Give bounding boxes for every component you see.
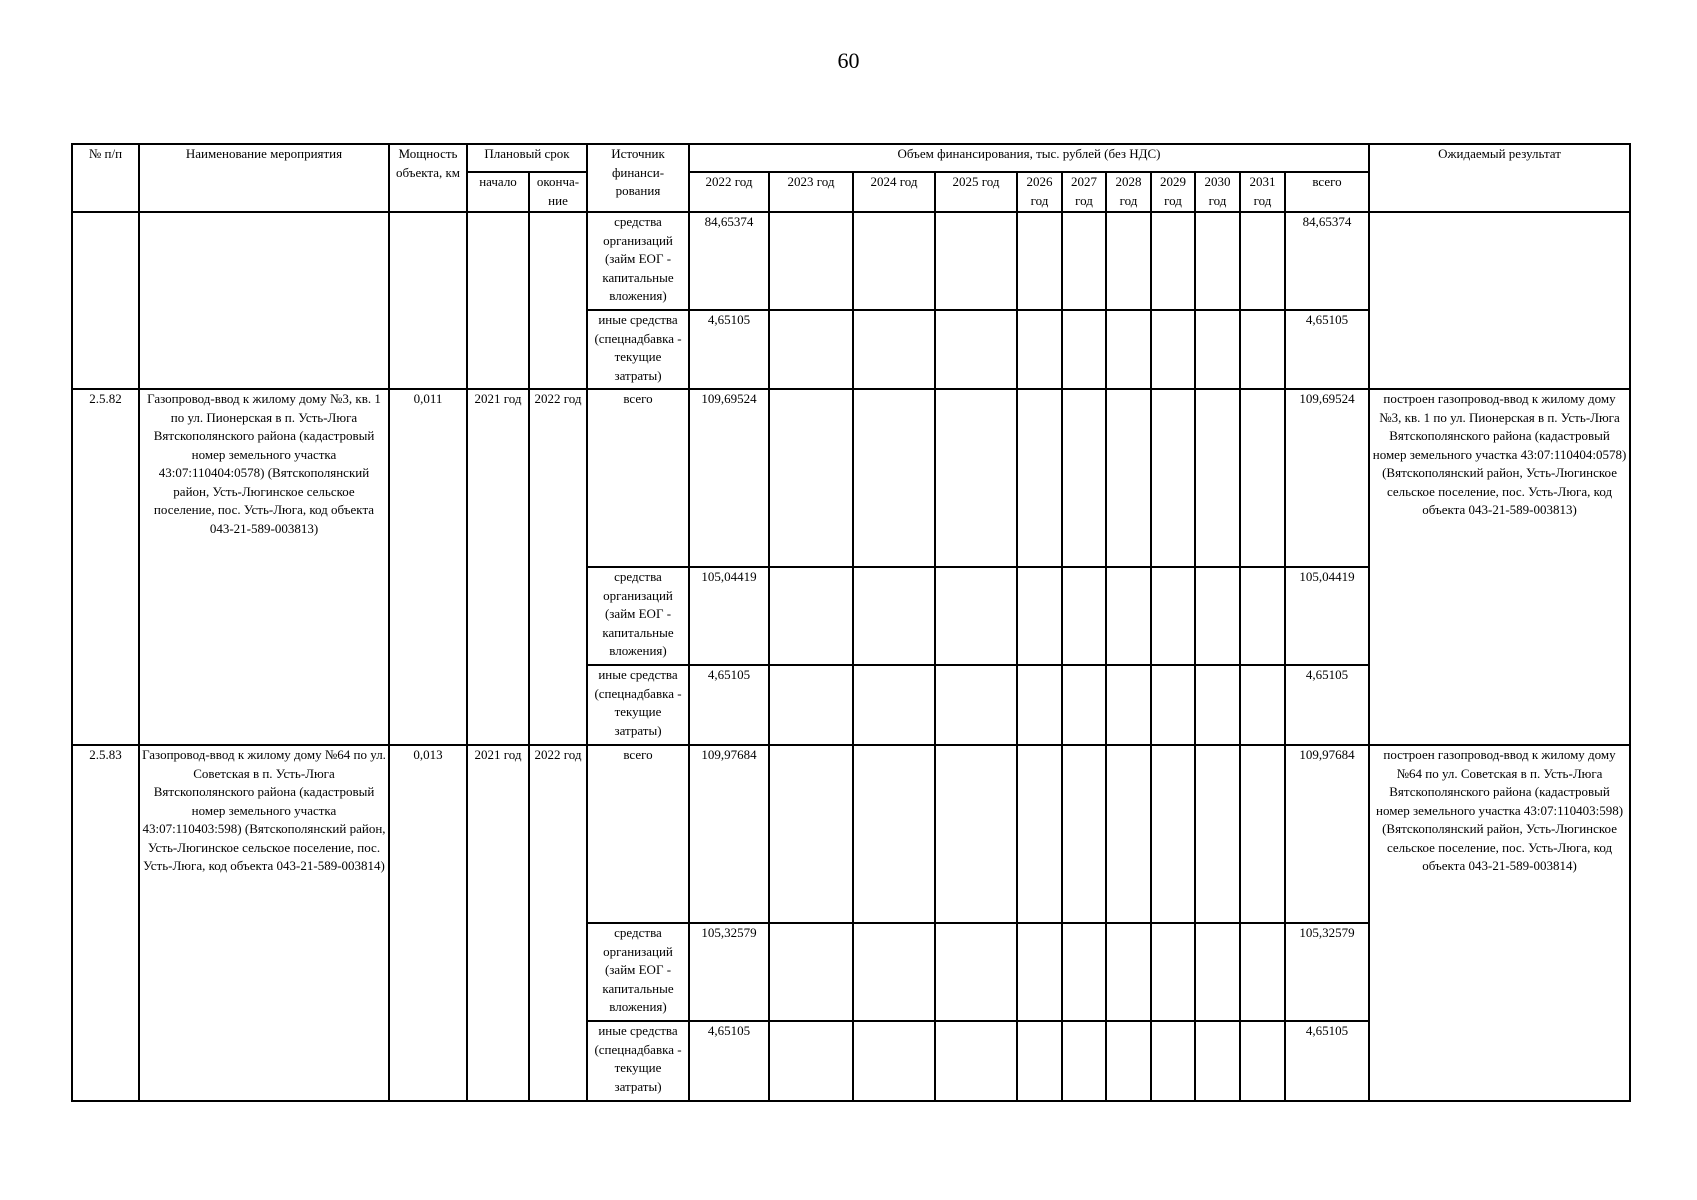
empty-value-cell bbox=[1017, 389, 1062, 567]
header-year: 2030 год bbox=[1195, 172, 1240, 212]
value-total: 105,32579 bbox=[1285, 923, 1369, 1021]
empty-value-cell bbox=[1062, 310, 1106, 389]
header-year: 2024 год bbox=[853, 172, 935, 212]
item-capacity: 0,013 bbox=[389, 745, 467, 1101]
empty-value-cell bbox=[1106, 745, 1151, 923]
empty-value-cell bbox=[853, 212, 935, 310]
empty-value-cell bbox=[1017, 212, 1062, 310]
empty-value-cell bbox=[769, 212, 853, 310]
value-2022: 4,65105 bbox=[689, 310, 769, 389]
value-2022: 4,65105 bbox=[689, 665, 769, 745]
empty-value-cell bbox=[1195, 389, 1240, 567]
value-2022: 109,69524 bbox=[689, 389, 769, 567]
empty-value-cell bbox=[1017, 567, 1062, 665]
empty-value-cell bbox=[1106, 923, 1151, 1021]
empty-value-cell bbox=[769, 310, 853, 389]
header-year: 2022 год bbox=[689, 172, 769, 212]
empty-value-cell bbox=[853, 389, 935, 567]
source-cell: иные средства (спецнадбавка - текущие затраты) bbox=[587, 665, 689, 745]
empty-value-cell bbox=[1240, 1021, 1285, 1101]
empty-value-cell bbox=[935, 389, 1017, 567]
empty-value-cell bbox=[1240, 212, 1285, 310]
empty-value-cell bbox=[853, 1021, 935, 1101]
empty-value-cell bbox=[1240, 567, 1285, 665]
empty-value-cell bbox=[1062, 212, 1106, 310]
cont-capacity-cell bbox=[389, 212, 467, 389]
empty-value-cell bbox=[1062, 1021, 1106, 1101]
empty-value-cell bbox=[935, 665, 1017, 745]
table-row bbox=[72, 212, 1630, 310]
empty-value-cell bbox=[935, 212, 1017, 310]
empty-value-cell bbox=[1017, 745, 1062, 923]
empty-value-cell bbox=[769, 389, 853, 567]
cont-name-cell bbox=[139, 212, 389, 389]
empty-value-cell bbox=[1151, 389, 1195, 567]
empty-value-cell bbox=[1062, 567, 1106, 665]
empty-value-cell bbox=[1195, 212, 1240, 310]
empty-value-cell bbox=[1151, 212, 1195, 310]
empty-value-cell bbox=[935, 1021, 1017, 1101]
item-num: 2.5.83 bbox=[72, 745, 139, 1101]
empty-value-cell bbox=[1151, 745, 1195, 923]
financing-table bbox=[71, 143, 1631, 1102]
item-name: Газопровод-ввод к жилому дому №3, кв. 1 по ул. Пионерская в п. Усть-Люга Вятскополянского района (кадастровый номер земельного участка 43:07:110404:0578) (Вятскополянский район, Усть-Люгинское сельское поселение, пос. Усть-Люга, код объекта 043-21-589-003813) bbox=[139, 389, 389, 745]
empty-value-cell bbox=[1062, 923, 1106, 1021]
header-year: 2026 год bbox=[1017, 172, 1062, 212]
empty-value-cell bbox=[1017, 923, 1062, 1021]
empty-value-cell bbox=[935, 567, 1017, 665]
header-year: 2031 год bbox=[1240, 172, 1285, 212]
empty-value-cell bbox=[1151, 567, 1195, 665]
empty-value-cell bbox=[1195, 567, 1240, 665]
source-cell: средства организаций (займ ЕОГ - капитальные вложения) bbox=[587, 212, 689, 310]
empty-value-cell bbox=[1106, 212, 1151, 310]
value-total: 105,04419 bbox=[1285, 567, 1369, 665]
item-start: 2021 год bbox=[467, 389, 529, 745]
header-num: № п/п bbox=[72, 144, 139, 212]
empty-value-cell bbox=[769, 665, 853, 745]
empty-value-cell bbox=[853, 923, 935, 1021]
empty-value-cell bbox=[1017, 665, 1062, 745]
empty-value-cell bbox=[1240, 310, 1285, 389]
source-cell: всего bbox=[587, 745, 689, 923]
value-2022: 84,65374 bbox=[689, 212, 769, 310]
empty-value-cell bbox=[1017, 310, 1062, 389]
empty-value-cell bbox=[1195, 310, 1240, 389]
item-capacity: 0,011 bbox=[389, 389, 467, 745]
item-end: 2022 год bbox=[529, 745, 587, 1101]
header-term: Плановый срок bbox=[467, 144, 587, 172]
cont-end-cell bbox=[529, 212, 587, 389]
empty-value-cell bbox=[1017, 1021, 1062, 1101]
header-source: Источник финанси-рования bbox=[587, 144, 689, 212]
empty-value-cell bbox=[1151, 310, 1195, 389]
item-name: Газопровод-ввод к жилому дому №64 по ул. Советская в п. Усть-Люга Вятскополянского района (кадастровый номер земельного участка 43:07:110403:598) (Вятскополянский район, Усть-Люгинское сельское поселение, пос. Усть-Люга, код объекта 043-21-589-003814) bbox=[139, 745, 389, 1101]
empty-value-cell bbox=[1106, 310, 1151, 389]
header-end: оконча-ние bbox=[529, 172, 587, 212]
empty-value-cell bbox=[935, 310, 1017, 389]
empty-value-cell bbox=[769, 923, 853, 1021]
empty-value-cell bbox=[1240, 745, 1285, 923]
source-cell: иные средства (спецнадбавка - текущие затраты) bbox=[587, 1021, 689, 1101]
item-result: построен газопровод-ввод к жилому дому №64 по ул. Советская в п. Усть-Люга Вятскополянского района (кадастровый номер земельного участка 43:07:110403:598) (Вятскополянский район, Усть-Люгинское сельское поселение, пос. Усть-Люга, код объекта 043-21-589-003814) bbox=[1369, 745, 1630, 1101]
empty-value-cell bbox=[1106, 389, 1151, 567]
empty-value-cell bbox=[853, 665, 935, 745]
header-result: Ожидаемый результат bbox=[1369, 144, 1630, 212]
source-cell: средства организаций (займ ЕОГ - капитальные вложения) bbox=[587, 923, 689, 1021]
cont-result-cell bbox=[1369, 212, 1630, 389]
empty-value-cell bbox=[1062, 389, 1106, 567]
cont-num-cell bbox=[72, 212, 139, 389]
header-year: 2025 год bbox=[935, 172, 1017, 212]
value-2022: 4,65105 bbox=[689, 1021, 769, 1101]
source-cell: средства организаций (займ ЕОГ - капитальные вложения) bbox=[587, 567, 689, 665]
empty-value-cell bbox=[1151, 1021, 1195, 1101]
empty-value-cell bbox=[1195, 923, 1240, 1021]
empty-value-cell bbox=[769, 567, 853, 665]
empty-value-cell bbox=[853, 745, 935, 923]
header-start: начало bbox=[467, 172, 529, 212]
empty-value-cell bbox=[853, 310, 935, 389]
value-2022: 105,04419 bbox=[689, 567, 769, 665]
value-total: 4,65105 bbox=[1285, 665, 1369, 745]
empty-value-cell bbox=[1106, 1021, 1151, 1101]
header-name: Наименование мероприятия bbox=[139, 144, 389, 212]
empty-value-cell bbox=[1151, 923, 1195, 1021]
item-start: 2021 год bbox=[467, 745, 529, 1101]
empty-value-cell bbox=[769, 745, 853, 923]
header-year: 2023 год bbox=[769, 172, 853, 212]
empty-value-cell bbox=[769, 1021, 853, 1101]
empty-value-cell bbox=[853, 567, 935, 665]
table-row bbox=[72, 745, 1630, 923]
table-row bbox=[72, 389, 1630, 567]
empty-value-cell bbox=[1240, 665, 1285, 745]
empty-value-cell bbox=[1106, 665, 1151, 745]
value-2022: 109,97684 bbox=[689, 745, 769, 923]
header-year: 2029 год bbox=[1151, 172, 1195, 212]
item-result: построен газопровод-ввод к жилому дому №3, кв. 1 по ул. Пионерская в п. Усть-Люга Вятскополянского района (кадастровый номер земельного участка 43:07:110404:0578) (Вятскополянский район, Усть-Люгинское сельское поселение, пос. Усть-Люга, код объекта 043-21-589-003813) bbox=[1369, 389, 1630, 745]
item-num: 2.5.82 bbox=[72, 389, 139, 745]
value-2022: 105,32579 bbox=[689, 923, 769, 1021]
empty-value-cell bbox=[1240, 389, 1285, 567]
item-end: 2022 год bbox=[529, 389, 587, 745]
value-total: 4,65105 bbox=[1285, 310, 1369, 389]
empty-value-cell bbox=[1195, 745, 1240, 923]
empty-value-cell bbox=[1062, 665, 1106, 745]
page-number: 60 bbox=[837, 48, 860, 73]
empty-value-cell bbox=[1106, 567, 1151, 665]
header-capacity: Мощность объекта, км bbox=[389, 144, 467, 212]
empty-value-cell bbox=[1240, 923, 1285, 1021]
value-total: 109,97684 bbox=[1285, 745, 1369, 923]
source-cell: иные средства (спецнадбавка - текущие затраты) bbox=[587, 310, 689, 389]
empty-value-cell bbox=[935, 745, 1017, 923]
source-cell: всего bbox=[587, 389, 689, 567]
header-total: всего bbox=[1285, 172, 1369, 212]
value-total: 109,69524 bbox=[1285, 389, 1369, 567]
empty-value-cell bbox=[1062, 745, 1106, 923]
empty-value-cell bbox=[1195, 1021, 1240, 1101]
empty-value-cell bbox=[1195, 665, 1240, 745]
empty-value-cell bbox=[935, 923, 1017, 1021]
cont-start-cell bbox=[467, 212, 529, 389]
empty-value-cell bbox=[1151, 665, 1195, 745]
value-total: 84,65374 bbox=[1285, 212, 1369, 310]
header-year: 2027 год bbox=[1062, 172, 1106, 212]
table-header bbox=[72, 144, 1630, 212]
value-total: 4,65105 bbox=[1285, 1021, 1369, 1101]
header-year: 2028 год bbox=[1106, 172, 1151, 212]
header-volume: Объем финансирования, тыс. рублей (без НДС) bbox=[689, 144, 1369, 172]
